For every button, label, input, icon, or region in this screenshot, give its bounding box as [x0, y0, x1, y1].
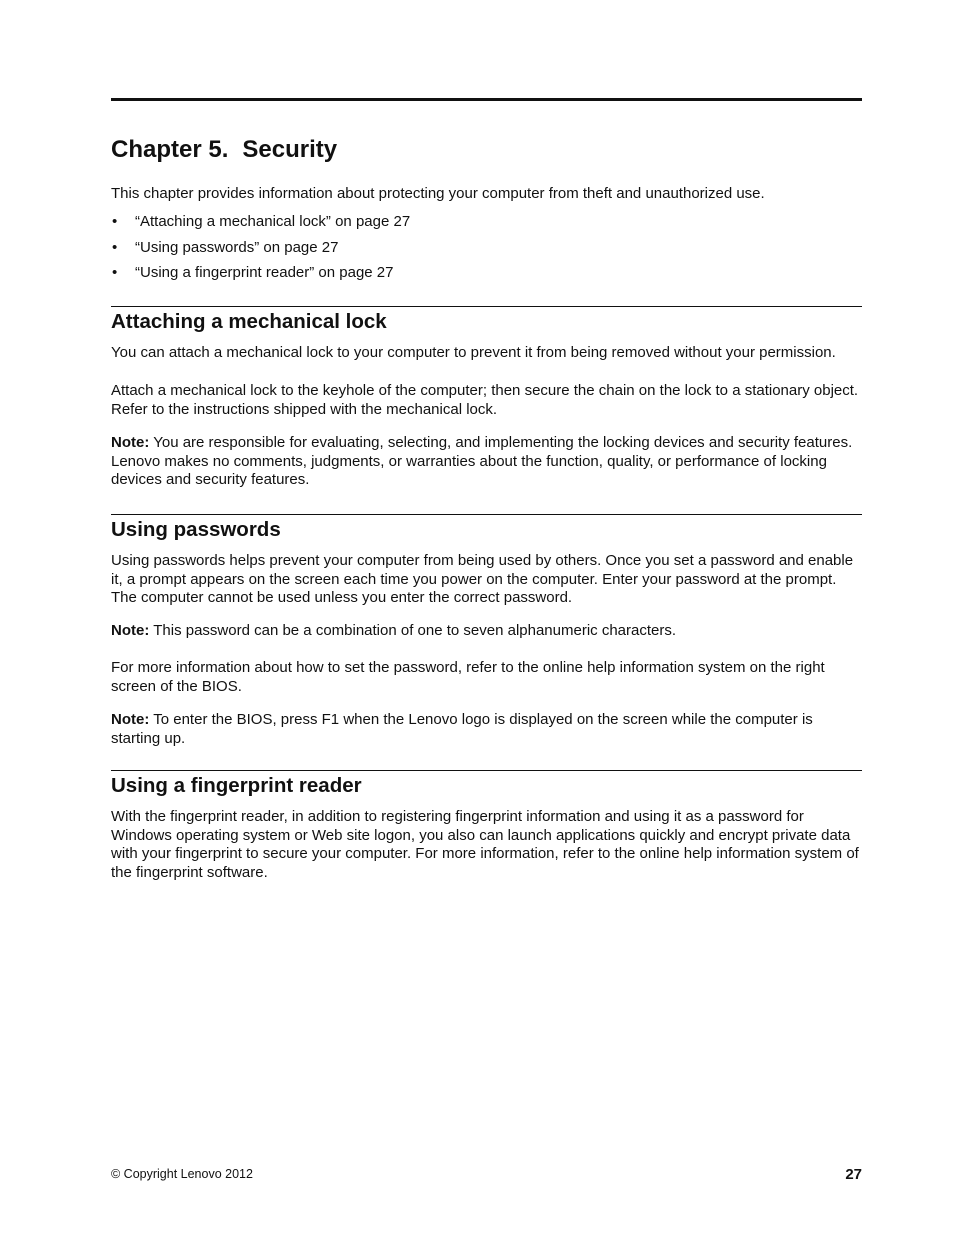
- mechanical-lock-paragraph-1: You can attach a mechanical lock to your computer to prevent it from being removed without your permission.: [111, 344, 836, 361]
- note-label: Note:: [111, 434, 150, 451]
- section-divider: [111, 514, 862, 515]
- chapter-toc-list: [111, 213, 410, 290]
- toc-link[interactable]: “Using passwords” on page 27: [135, 238, 339, 256]
- passwords-paragraph-1: Using passwords helps prevent your computer from being used by others. Once you set a password and enable it, a prompt appears on the screen each time you power on the computer. Enter your password at the prompt. The computer cannot be used unless you enter the correct password.: [111, 552, 854, 607]
- passwords-paragraph-2: For more information about how to set the password, refer to the online help information system on the right screen of the BIOS.: [111, 659, 825, 695]
- bullet-glyph: •: [112, 213, 118, 230]
- section-heading-fingerprint-reader: Using a fingerprint reader: [111, 774, 362, 797]
- note-label: Note:: [111, 711, 150, 728]
- toc-item-mechanical-lock[interactable]: [111, 213, 410, 239]
- chapter-title: [111, 134, 337, 166]
- chapter-name: Security: [242, 136, 338, 163]
- chapter-number: Chapter 5.: [111, 136, 229, 163]
- section-divider: [111, 306, 862, 307]
- toc-item-fingerprint-reader[interactable]: [111, 264, 410, 290]
- section-heading-passwords: Using passwords: [111, 518, 281, 541]
- footer-page-number: 27: [845, 1166, 862, 1183]
- toc-link[interactable]: “Attaching a mechanical lock” on page 27: [135, 213, 411, 230]
- passwords-note-1: [111, 622, 866, 641]
- bullet-glyph: •: [112, 264, 118, 281]
- fingerprint-paragraph-1: With the fingerprint reader, in addition to registering fingerprint information and using it as a password for Windows operating system or Web site logon, you also can launch applications quickly and encrypt private data with your fingerprint to secure your computer. For more information, refer to the online help information system of the fingerprint software.: [111, 808, 859, 882]
- chapter-intro: This chapter provides information about protecting your computer from theft and unauthorized use.: [111, 185, 765, 202]
- chapter-top-rule: [111, 98, 862, 101]
- note-text: To enter the BIOS, press F1 when the Lenovo logo is displayed on the screen while the computer is starting up.: [111, 711, 813, 747]
- bullet-glyph: •: [112, 238, 118, 256]
- document-page: [111, 0, 862, 1235]
- note-text: This password can be a combination of one to seven alphanumeric characters.: [153, 622, 677, 639]
- note-label: Note:: [111, 622, 150, 639]
- mechanical-lock-note: [111, 434, 866, 490]
- toc-link[interactable]: “Using a fingerprint reader” on page 27: [135, 264, 394, 281]
- passwords-note-2: [111, 711, 866, 748]
- note-text: You are responsible for evaluating, selecting, and implementing the locking devices and security features. Lenovo makes no comments, judgments, or warranties about the function, quality, or performance of locking devices and security features.: [111, 434, 853, 489]
- section-heading-mechanical-lock: Attaching a mechanical lock: [111, 310, 387, 333]
- footer-copyright: © Copyright Lenovo 2012: [111, 1167, 253, 1181]
- section-divider: [111, 770, 862, 771]
- mechanical-lock-paragraph-2: Attach a mechanical lock to the keyhole of the computer; then secure the chain on the lock to a stationary object. Refer to the instructions shipped with the mechanical lock.: [111, 382, 859, 418]
- toc-item-passwords[interactable]: [111, 239, 410, 265]
